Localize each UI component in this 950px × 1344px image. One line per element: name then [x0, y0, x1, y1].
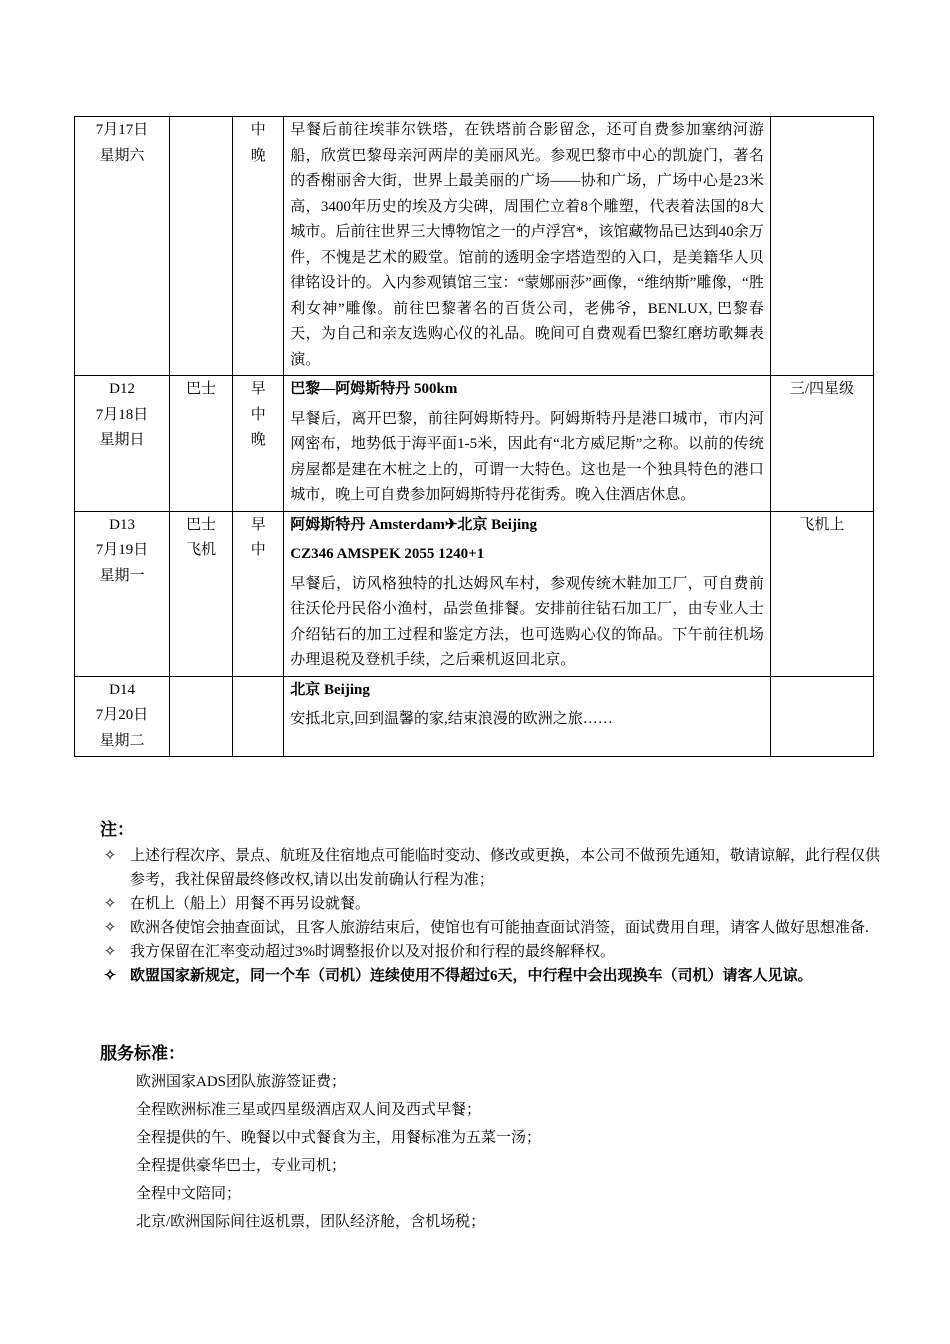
service-list	[100, 1068, 880, 1236]
notes-section	[100, 818, 880, 988]
transport-mode: 巴士	[186, 516, 217, 533]
itinerary-table	[74, 116, 874, 757]
diamond-bullet-icon: ✧	[103, 944, 117, 960]
meal-item: 晚	[250, 432, 266, 448]
day-weekday: 星期六	[99, 147, 145, 164]
itinerary-row	[75, 117, 874, 376]
note-text: 在机上（船上）用餐不再另设就餐。	[130, 896, 371, 912]
description-cell	[284, 676, 771, 757]
note-text: 欧洲各使馆会抽查面试，且客人旅游结束后，使馆也有可能抽查面试消签，面试费用自理，请客人做好思想准备.	[130, 920, 869, 936]
note-item	[100, 844, 880, 892]
day-cell	[75, 511, 170, 676]
route-heading: 阿姆斯特丹 Amsterdam✈北京 Beijing	[290, 516, 537, 533]
meal-item: 早	[250, 381, 266, 397]
itinerary-row	[75, 676, 874, 757]
hotel-cell: 飞机上	[770, 511, 873, 676]
note-item	[100, 892, 880, 916]
service-item: 欧洲国家ADS团队旅游签证费；	[136, 1074, 347, 1090]
transport-cell	[170, 376, 233, 512]
diamond-bullet-icon: ✧	[103, 848, 117, 864]
description-cell	[284, 117, 771, 376]
description-cell	[284, 376, 771, 512]
meal-item: 中	[250, 122, 266, 138]
flight-info: CZ346 AMSPEK 2055 1240+1	[290, 546, 485, 562]
note-text: 上述行程次序、景点、航班及住宿地点可能临时变动、修改或更换，本公司不做预先通知，敬请谅解，此行程仅供参考，我社保留最终修改权,请以出发前确认行程为准；	[130, 848, 881, 888]
hotel-cell	[770, 676, 873, 757]
service-item: 北京/欧洲国际间往返机票，团队经济舱，含机场税；	[136, 1214, 486, 1230]
day-cell	[75, 117, 170, 376]
day-date: 7月20日	[95, 707, 149, 723]
itinerary-row	[75, 376, 874, 512]
day-weekday: 星期一	[99, 567, 145, 584]
notes-list	[100, 844, 880, 988]
day-description: 早餐后，访风格独特的扎达姆风车村，参观传统木鞋加工厂，可自费前往沃伦丹民俗小渔村，品尝鱼排餐。安排前往钻石加工厂，由专业人士介绍钻石的加工过程和鉴定方法，也可选购心仪的饰品。下午前往机场办理退税及登机手续，之后乘机返回北京。	[290, 575, 764, 668]
diamond-bullet-icon: ✧	[103, 968, 117, 984]
meal-item: 中	[250, 542, 266, 558]
meal-item: 早	[250, 516, 266, 533]
note-text: 欧盟国家新规定，同一个车（司机）连续使用不得超过6天，中行程中会出现换车（司机）请客人见谅。	[130, 968, 813, 984]
description-cell	[284, 511, 771, 676]
service-section	[100, 1040, 880, 1236]
route-heading: 北京 Beijing	[290, 681, 370, 698]
meal-item: 晚	[250, 147, 266, 164]
meal-item: 中	[250, 406, 266, 423]
note-item	[100, 964, 880, 988]
day-description: 早餐后，离开巴黎，前往阿姆斯特丹。阿姆斯特丹是港口城市，市内河网密布，地势低于海平面1-5米，因此有“北方威尼斯”之称。以前的传统房屋都是建在木桩之上的，可谓一大特色。这也是一个独具特色的港口城市，晚上可自费参加阿姆斯特丹花街秀。晚入住酒店休息。	[290, 410, 764, 503]
note-item	[100, 940, 880, 964]
note-item	[100, 916, 880, 940]
meals-cell	[233, 511, 284, 676]
day-date: 7月17日	[95, 122, 149, 138]
day-number: D14	[109, 681, 135, 698]
diamond-bullet-icon: ✧	[103, 920, 117, 936]
meals-cell	[233, 117, 284, 376]
service-item: 全程欧洲标准三星或四星级酒店双人间及西式早餐；	[136, 1102, 482, 1118]
transport-mode: 巴士	[186, 381, 217, 397]
hotel-cell: 三/四星级	[770, 376, 873, 512]
route-heading: 巴黎—阿姆斯特丹 500km	[290, 381, 458, 397]
transport-cell	[170, 676, 233, 757]
service-title: 服务标准：	[100, 1044, 185, 1063]
day-cell	[75, 676, 170, 757]
transport-cell	[170, 511, 233, 676]
meals-cell	[233, 676, 284, 757]
service-item: 全程提供豪华巴士，专业司机；	[136, 1158, 347, 1174]
day-number: D13	[109, 516, 135, 533]
day-weekday: 星期二	[99, 732, 145, 749]
service-item: 全程中文陪同；	[136, 1186, 242, 1202]
day-description: 早餐后前往埃菲尔铁塔，在铁塔前合影留念，还可自费参加塞纳河游船，欣赏巴黎母亲河两岸的美丽风光。参观巴黎市中心的凯旋门，著名的香榭丽舍大街，世界上最美丽的广场——协和广场，广场中心是23米高，3400年历史的埃及方尖碑，周围伫立着8个雕塑，代表着法国的8大城市。后前往世界三大博物馆之一的卢浮宫*，该馆藏物品已达到40余万件，不愧是艺术的殿堂。馆前的透明金字塔造型的入口，是美籍华人贝律铭设计的。入内参观镇馆三宝：“蒙娜丽莎”画像，“维纳斯”雕像，“胜利女神”雕像。前往巴黎著名的百货公司，老佛爷，BENLUX, 巴黎春天，为自己和亲友选购心仪的礼品。晚间可自费观看巴黎红磨坊歌舞表演。	[290, 122, 764, 368]
transport-cell	[170, 117, 233, 376]
service-item: 全程提供的午、晚餐以中式餐食为主，用餐标准为五菜一汤；	[136, 1130, 542, 1146]
note-text: 我方保留在汇率变动超过3%时调整报价以及对报价和行程的最终解释权。	[130, 944, 615, 960]
hotel-cell	[770, 117, 873, 376]
transport-mode: 飞机	[186, 542, 217, 558]
day-description: 安抵北京,回到温馨的家,结束浪漫的欧洲之旅……	[290, 711, 613, 727]
day-cell	[75, 376, 170, 512]
day-weekday: 星期日	[99, 432, 145, 448]
diamond-bullet-icon: ✧	[103, 896, 117, 912]
day-number: D12	[109, 381, 135, 397]
meals-cell	[233, 376, 284, 512]
itinerary-row	[75, 511, 874, 676]
notes-title: 注：	[100, 820, 134, 839]
day-date: 7月18日	[95, 406, 149, 423]
day-date: 7月19日	[95, 542, 149, 558]
